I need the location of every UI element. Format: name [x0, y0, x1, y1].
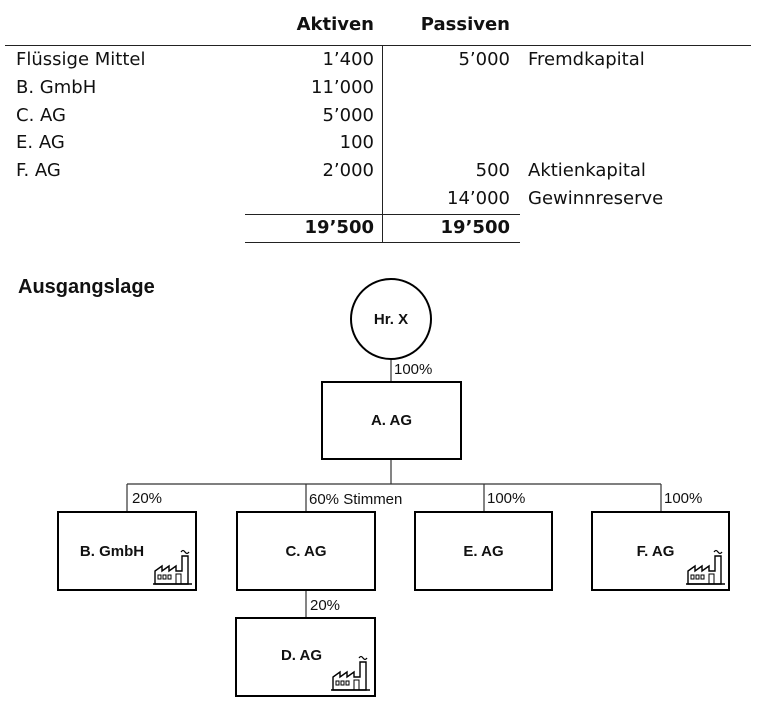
total-assets: 19’500 — [304, 217, 374, 238]
share-b-gmbh: 20% — [132, 490, 163, 507]
liability-label: Aktienkapital — [528, 160, 646, 181]
factory-icon — [685, 547, 729, 587]
assets-header: Aktiven — [296, 14, 374, 35]
asset-label: B. GmbH — [16, 77, 97, 98]
share-c-ag: 60% Stimmen — [309, 491, 403, 508]
diagram-title: Ausgangslage — [18, 276, 155, 298]
asset-label: E. AG — [16, 132, 65, 153]
liabilities-header: Passiven — [420, 14, 510, 35]
subsidiary-d-ag — [235, 617, 376, 697]
liability-value: 5’000 — [458, 49, 510, 70]
subsidiary-f-ag — [591, 511, 730, 591]
share-d-ag: 20% — [310, 597, 341, 614]
factory-icon — [152, 547, 196, 587]
asset-label: C. AG — [16, 105, 66, 126]
asset-value: 2’000 — [322, 160, 374, 181]
liability-label: Fremdkapital — [528, 49, 645, 70]
asset-value: 5’000 — [322, 105, 374, 126]
liability-value: 14’000 — [447, 188, 510, 209]
total-liabilities: 19’500 — [440, 217, 510, 238]
share-e-ag: 100% — [487, 490, 526, 507]
asset-value: 100 — [339, 132, 374, 153]
subsidiary-e-ag — [414, 511, 553, 591]
subsidiary-label: D. AG — [280, 646, 323, 664]
subsidiary-label: F. AG — [636, 542, 675, 560]
owner-share: 100% — [394, 361, 433, 378]
asset-label: Flüssige Mittel — [16, 49, 146, 70]
asset-value: 1’400 — [322, 49, 374, 70]
subsidiary-label: B. GmbH — [79, 542, 145, 560]
liability-label: Gewinnreserve — [528, 188, 664, 209]
asset-value: 11’000 — [311, 77, 374, 98]
parent-node — [321, 381, 462, 460]
parent-label: A. AG — [370, 412, 413, 429]
owner-label: Hr. X — [373, 310, 409, 328]
asset-label: F. AG — [16, 160, 61, 181]
subsidiary-label: C. AG — [285, 542, 327, 560]
share-f-ag: 100% — [664, 490, 703, 507]
owner-node — [350, 278, 432, 360]
subsidiary-b-gmbh — [57, 511, 197, 591]
subsidiary-label: E. AG — [463, 542, 504, 560]
factory-icon — [330, 653, 374, 693]
subsidiary-c-ag — [236, 511, 376, 591]
liability-value: 500 — [475, 160, 510, 181]
